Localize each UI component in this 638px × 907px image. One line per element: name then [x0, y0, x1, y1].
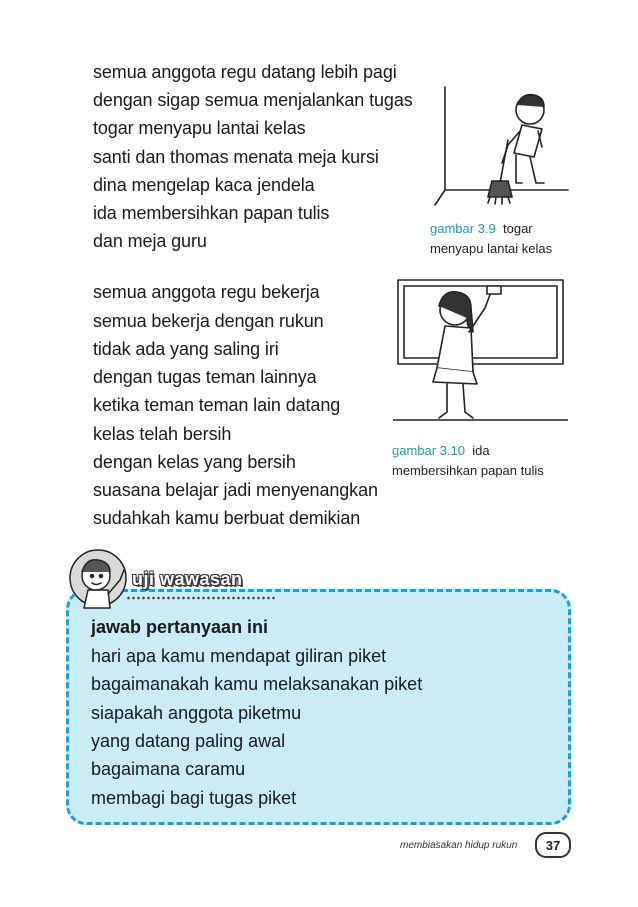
figure-caption	[430, 220, 533, 238]
question-line: hari apa kamu mendapat giliran piket	[91, 646, 387, 666]
dotted-underline	[126, 596, 276, 600]
poem-line: santi dan thomas menata meja kursi	[93, 147, 379, 167]
figure-number: gambar 3.10	[392, 443, 465, 458]
poem-line: semua bekerja dengan rukun	[93, 311, 324, 331]
poem-line: dengan sigap semua menjalankan tugas	[93, 90, 413, 110]
question-line: yang datang paling awal	[91, 731, 286, 751]
poem-line: dina mengelap kaca jendela	[93, 175, 315, 195]
boy-sweeping-illustration	[430, 85, 570, 220]
boy-mascot-icon	[68, 548, 130, 610]
figure-caption-text: ida	[472, 443, 490, 458]
question-line: siapakah anggota piketmu	[91, 703, 302, 723]
question-line: membagi bagi tugas piket	[91, 788, 297, 808]
question-line: bagaimanakah kamu melaksanakan piket	[91, 674, 423, 694]
poem-line: dan meja guru	[93, 231, 207, 251]
poem-line: togar menyapu lantai kelas	[93, 118, 306, 138]
poem-line: dengan kelas yang bersih	[93, 452, 296, 472]
figure-caption	[392, 442, 490, 460]
question-line: bagaimana caramu	[91, 759, 246, 779]
poem-line: suasana belajar jadi menyenangkan	[93, 480, 378, 500]
girl-cleaning-board-illustration	[393, 272, 568, 434]
poem-line: semua anggota regu bekerja	[93, 282, 320, 302]
poem-line: tidak ada yang saling iri	[93, 339, 279, 359]
figure-caption-text: togar	[503, 221, 533, 236]
poem-line: semua anggota regu datang lebih pagi	[93, 62, 397, 82]
figure-caption-text: menyapu lantai kelas	[430, 241, 553, 256]
page-number: 37	[535, 832, 571, 858]
chapter-footer: membiasakan hidup rukun	[400, 840, 518, 851]
poem-line: kelas telah bersih	[93, 424, 232, 444]
poem-line: sudahkah kamu berbuat demikian	[93, 508, 361, 528]
poem-line: dengan tugas teman lainnya	[93, 367, 317, 387]
panel-heading: jawab pertanyaan ini	[91, 617, 269, 637]
figure-number: gambar 3.9	[430, 221, 496, 236]
poem-line: ida membersihkan papan tulis	[93, 203, 330, 223]
figure-caption-text: membersihkan papan tulis	[392, 463, 544, 478]
uji-wawasan-title: uji wawasan	[132, 569, 243, 589]
poem-line: ketika teman teman lain datang	[93, 395, 341, 415]
